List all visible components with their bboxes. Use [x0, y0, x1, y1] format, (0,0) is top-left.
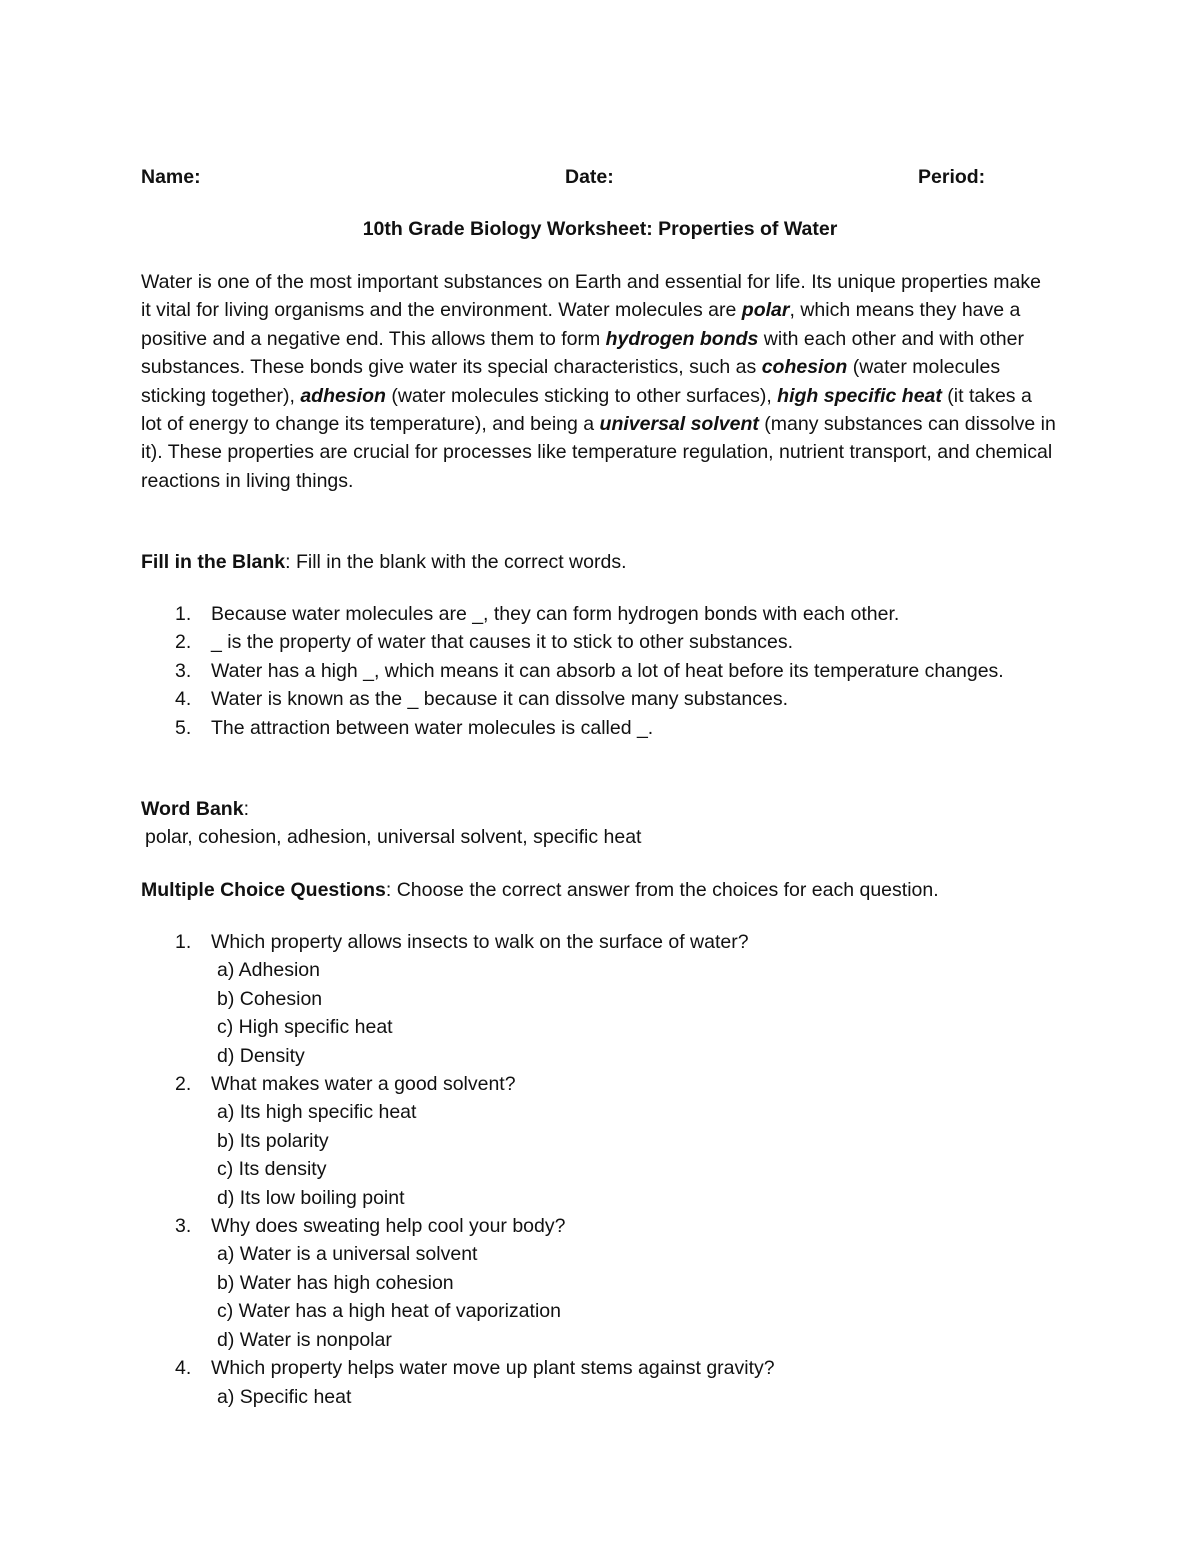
question-number: 2.	[175, 1073, 192, 1096]
item-text: The attraction between water molecules is called _.	[211, 716, 654, 739]
intro-text: (it takes a lot of energy to change its temperature), and being a	[141, 384, 1032, 436]
item-text: Water is known as the _ because it can dissolve many substances.	[211, 688, 788, 711]
item-number: 1.	[175, 603, 192, 625]
period-label: Period:	[918, 166, 986, 188]
question-text: Which property allows insects to walk on the surface of water?	[211, 931, 749, 953]
intro-text: with each other and with other substances. These bonds give water its special characteristics, such as	[141, 327, 1024, 379]
word-bank-title: Word Bank	[141, 798, 244, 820]
answer-option: c) Its density	[217, 1158, 327, 1181]
item-text: _ is the property of water that causes it to stick to other substances.	[211, 631, 794, 654]
word-bank-words: polar, cohesion, adhesion, universal solvent, specific heat	[145, 826, 642, 848]
list-item	[141, 714, 1056, 742]
fill-blank-title: Fill in the Blank	[141, 551, 286, 573]
question-item	[141, 1212, 1056, 1354]
keyword-universal-solvent: universal solvent	[599, 413, 759, 436]
keyword-high-specific-heat: high specific heat	[777, 384, 942, 407]
question-text: What makes water a good solvent?	[211, 1073, 516, 1096]
name-label: Name:	[141, 166, 201, 188]
multiple-choice-instruction: : Choose the correct answer from the choices for each question.	[385, 879, 939, 901]
intro-paragraph	[141, 268, 1056, 495]
item-number: 4.	[175, 688, 192, 711]
multiple-choice-list	[141, 928, 1056, 1411]
answer-option: b) Water has high cohesion	[217, 1271, 454, 1294]
question-item	[141, 1070, 1056, 1212]
question-number: 4.	[175, 1357, 192, 1380]
answer-option: c) High specific heat	[217, 1016, 393, 1039]
keyword-cohesion: cohesion	[761, 356, 848, 379]
answer-option: a) Adhesion	[217, 959, 320, 982]
answer-option: c) Water has a high heat of vaporization	[217, 1300, 561, 1323]
fill-blank-instruction: : Fill in the blank with the correct words.	[285, 551, 627, 573]
item-text: Because water molecules are _, they can form hydrogen bonds with each other.	[211, 603, 900, 625]
student-info-header	[141, 166, 991, 192]
answer-option: d) Its low boiling point	[217, 1186, 405, 1209]
intro-text: , which means they have a positive and a negative end. This allows them to form	[141, 299, 1021, 350]
item-text: Water has a high _, which means it can absorb a lot of heat before its temperature changes.	[211, 659, 1004, 682]
list-item	[141, 600, 1056, 628]
answer-option: a) Water is a universal solvent	[217, 1243, 478, 1266]
multiple-choice-title: Multiple Choice Questions	[141, 879, 386, 901]
question-text: Which property helps water move up plant stems against gravity?	[211, 1357, 775, 1380]
multiple-choice-heading	[141, 876, 939, 904]
question-number: 3.	[175, 1215, 192, 1238]
item-number: 5.	[175, 716, 192, 739]
answer-option: b) Its polarity	[217, 1129, 329, 1152]
question-number: 1.	[175, 931, 192, 953]
intro-text: (many substances can dissolve in it). These properties are crucial for processes like temperature regulation, nutrient transport, and chemical reactions in living things.	[141, 413, 1056, 492]
word-bank-heading	[141, 795, 249, 823]
keyword-adhesion: adhesion	[300, 384, 386, 407]
answer-option: a) Specific heat	[217, 1385, 352, 1408]
fill-blank-list	[141, 600, 1056, 742]
answer-option: b) Cohesion	[217, 987, 323, 1010]
intro-text: Water is one of the most important substances on Earth and essential for life. Its unique properties make it vital for living organisms and the environment. Water molecules are	[141, 271, 1041, 322]
answer-option: d) Water is nonpolar	[217, 1328, 392, 1351]
question-item	[141, 1354, 1056, 1411]
fill-blank-heading	[141, 548, 627, 576]
list-item	[141, 657, 1056, 685]
keyword-hydrogen-bonds: hydrogen bonds	[605, 327, 759, 350]
worksheet-title: 10th Grade Biology Worksheet: Properties of Water	[362, 218, 838, 240]
question-item	[141, 928, 1056, 1070]
intro-text: (water molecules sticking to other surfaces),	[385, 384, 778, 407]
keyword-polar: polar	[741, 299, 790, 322]
item-number: 2.	[175, 631, 192, 654]
answer-option: a) Its high specific heat	[217, 1101, 417, 1124]
item-number: 3.	[175, 659, 192, 682]
word-bank-colon: :	[243, 798, 249, 820]
date-label: Date:	[565, 166, 614, 188]
list-item	[141, 685, 1056, 713]
answer-option: d) Density	[217, 1044, 305, 1067]
list-item	[141, 628, 1056, 656]
intro-text: (water molecules sticking together),	[141, 356, 1001, 407]
question-text: Why does sweating help cool your body?	[211, 1215, 566, 1238]
